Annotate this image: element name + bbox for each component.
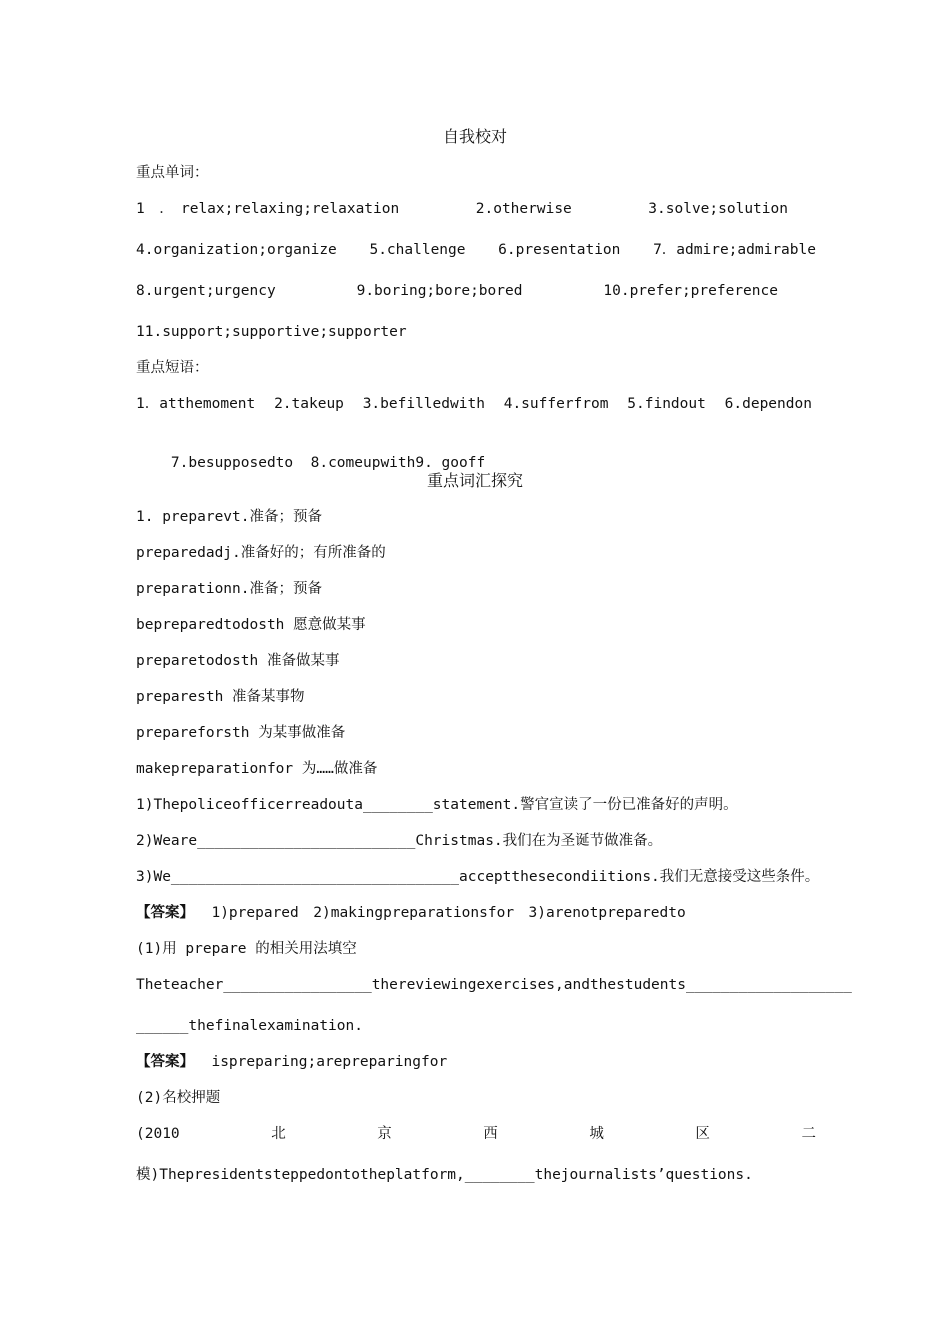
- exercise-2-heading: (2)名校押题: [136, 1090, 221, 1106]
- word-item: 4.organization;organize: [136, 242, 337, 258]
- word-item: 10.prefer;preference: [603, 283, 778, 299]
- exercise-1-line-a: Theteacher_________________thereviewingexercises,andthestudents___________________: [136, 977, 852, 993]
- key-words-heading: 重点单词：: [136, 165, 209, 181]
- word-item: 3.solve;solution: [648, 201, 788, 217]
- example-sentence-2: 2)Weare_________________________Christmas.我们在为圣诞节做准备。: [136, 833, 663, 849]
- key-words-row-2: [136, 241, 816, 259]
- phrase-item: 7.besupposedto: [170, 455, 294, 471]
- phrase-item: 5.findout: [627, 396, 706, 412]
- phrase-item: 8.comeupwith9. gooff: [310, 455, 486, 471]
- exercise-1-line-b: ______thefinalexamination.: [136, 1018, 363, 1034]
- key-phrases-heading: 重点短语：: [136, 360, 209, 376]
- word-item: 1 ． relax;relaxing;relaxation: [136, 201, 400, 217]
- word-item: 9.boring;bore;bored: [356, 283, 523, 299]
- exercise-2-line: 模)Thepresidentsteppedontotheplatform,________thejournalists’questions.: [136, 1167, 753, 1183]
- answer-line-2: [136, 1053, 447, 1071]
- example-sentence-3: 3)We_________________________________acceptthesecondiitions.我们无意接受这些条件。: [136, 869, 820, 885]
- source-part: 二: [801, 1126, 816, 1142]
- vocab-line: preparationn.准备；预备: [136, 581, 322, 597]
- exercise-2-source: [136, 1125, 816, 1143]
- source-part: 区: [695, 1126, 710, 1142]
- word-item: 5.challenge: [369, 242, 466, 258]
- vocab-line: prepareforsth 为某事做准备: [136, 725, 346, 741]
- word-item: 8.urgent;urgency: [136, 283, 276, 299]
- phrase-item: 6.dependon: [724, 396, 812, 412]
- key-words-row-1: [136, 200, 816, 218]
- key-words-row-4: 11.support;supportive;supporter: [136, 324, 407, 340]
- word-item: 7．admire;admirable: [653, 242, 816, 258]
- phrase-item: 1．atthemoment: [136, 396, 256, 412]
- source-part: (2010: [136, 1126, 180, 1142]
- answer-label: 【答案】: [136, 904, 194, 921]
- phrase-item: 4.sufferfrom: [503, 396, 609, 412]
- source-part: 北: [271, 1126, 286, 1142]
- answer-label: 【答案】: [136, 1053, 194, 1070]
- phrase-item: 3.befilledwith: [362, 396, 485, 412]
- vocab-line: makepreparationfor 为……做准备: [136, 761, 378, 777]
- vocab-line: preparetodosth 准备做某事: [136, 653, 340, 669]
- word-item: 2.otherwise: [475, 201, 572, 217]
- vocab-line: preparedadj.准备好的；有所准备的: [136, 545, 386, 561]
- section-title-self-check: 自我校对: [442, 127, 507, 146]
- vocab-line: 1. preparevt.准备；预备: [136, 509, 322, 525]
- source-part: 西: [483, 1126, 498, 1142]
- answer-text: ispreparing;arepreparingfor: [211, 1054, 448, 1070]
- word-item: 6.presentation: [498, 242, 621, 258]
- vocab-line: preparesth 准备某事物: [136, 689, 305, 705]
- answer-text: 1)prepared 2)makingpreparationsfor 3)arenotpreparedto: [211, 905, 686, 921]
- vocab-line: bepreparedtodosth 愿意做某事: [136, 617, 366, 633]
- key-phrases-row-1: [136, 395, 812, 413]
- section-title-vocab: 重点词汇探究: [426, 471, 523, 490]
- exercise-1-heading: (1)用 prepare 的相关用法填空: [136, 941, 357, 957]
- phrase-item: 2.takeup: [274, 396, 344, 412]
- key-words-row-3: [136, 282, 778, 300]
- source-part: 城: [589, 1126, 604, 1142]
- example-sentence-1: 1)Thepoliceofficerreadouta________statement.警官宣读了一份已准备好的声明。: [136, 797, 738, 813]
- answer-line-1: [136, 904, 686, 922]
- source-part: 京: [377, 1126, 392, 1142]
